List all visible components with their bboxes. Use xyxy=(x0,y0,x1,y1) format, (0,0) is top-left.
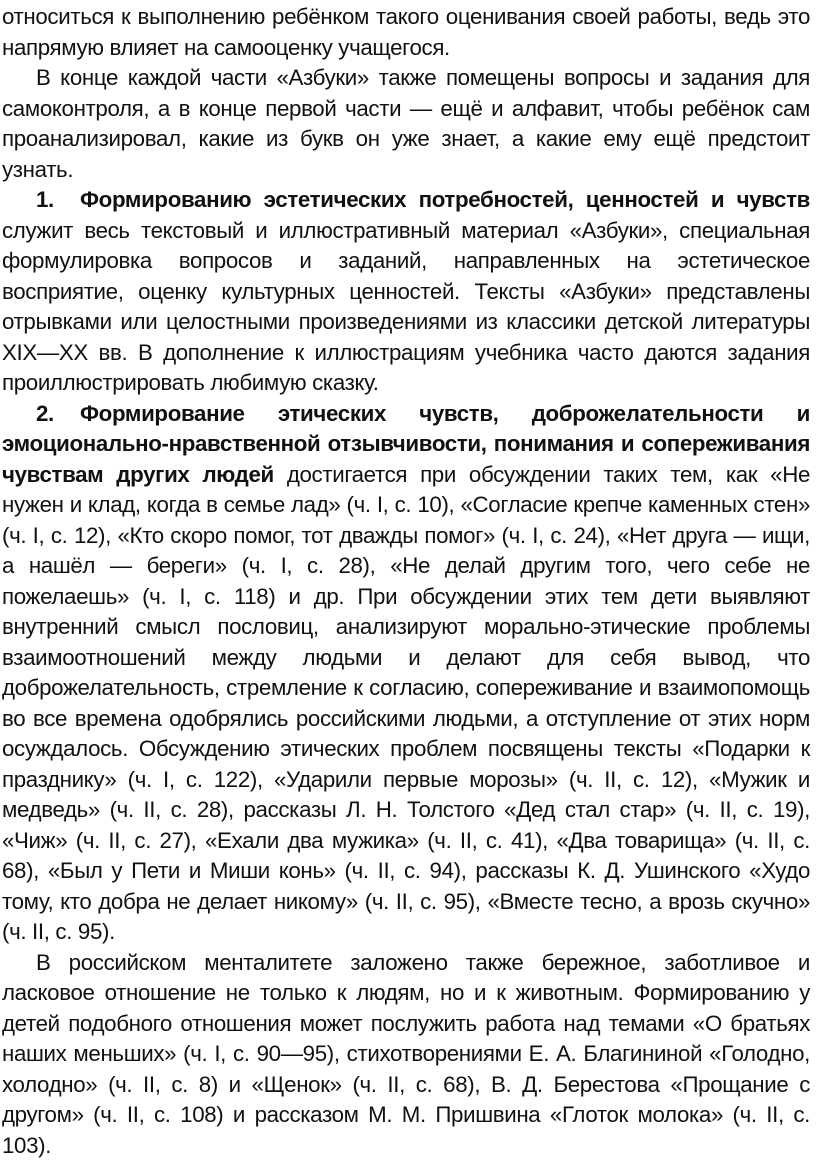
paragraph-body-ethical: достигается при обсуждении таких тем, как «Не нужен и клад, когда в семье лад» (ч. I, с. 10), «Согласие крепче каменных стен» (ч. I, с. 12), «Кто скоро помог, тот дважды помог» (ч. I, с. 24), «Нет друга — ищи, а нашёл — береги» (ч. I, с. 28), «Не делай другим того, чего себе не пожелаешь» (ч. I, с. 118) и др. При обсуждении этих тем дети выявляют внутренний смысл пословиц, анализируют морально-этические проблемы взаимоотношений между людьми и делают для себя вывод, что доброжелательность, стремление к согласию, сопереживание и взаимопомощь во все времена одобрялись российскими людьми, а отступление от этих норм осуждалось. Обсуждению этических проблем посвящены тексты «Подарки к празднику» (ч. I, с. 122), «Ударили первые морозы» (ч. II, с. 12), «Мужик и медведь» (ч. II, с. 28), рассказы Л. Н. Толстого «Дед стал стар» (ч. II, с. 19), «Чиж» (ч. II, с. 27), «Ехали два мужика» (ч. II, с. 41), «Два товарища» (ч. II, с. 68), «Был у Пети и Миши конь» (ч. II, с. 94), рассказы К. Д. Ушинского «Худо тому, кто добра не делает никому» (ч. II, с. 95), «Вместе тесно, а врозь скучно» (ч. II, с. 95). xyxy=(2,461,810,944)
paragraph-ethical-feelings xyxy=(2,399,810,948)
paragraph-continuation: относиться к выполнению ребёнком такого оценивания своей работы, ведь это напрямую влияет на самооценку учащегося. xyxy=(2,4,810,60)
paragraph-self-control: В конце каждой части «Азбуки» также помещены вопросы и задания для самоконтроля, а в конце первой части — ещё и алфавит, чтобы ребёнок сам проанализировал, какие из букв он уже знает, а какие ему ещё предстоит узнать. xyxy=(2,65,810,182)
list-number-2: 2. xyxy=(36,400,54,426)
paragraph-animals: В российском менталитете заложено также бережное, заботливое и ласковое отношение не только к людям, но и к животным. Формированию у детей подобного отношения может послужить работа над темами «О братьях наших меньших» (ч. I, с. 90—95), стихотворениями Е. А. Благининой «Голодно, холодно» (ч. II, с. 8) и «Щенок» (ч. II, с. 68), В. Д. Берестова «Прощание с другом» (ч. II, с. 108) и рассказом М. М. Пришвина «Глоток молока» (ч. II, с. 103). xyxy=(2,949,810,1158)
list-number-1: 1. xyxy=(36,187,54,212)
paragraph-aesthetic-needs xyxy=(2,185,810,399)
paragraph-body-aesthetic: служит весь текстовый и иллюстративный материал «Азбуки», специальная формулировка вопросов и заданий, направленных на эстетическое восприятие, оценку культурных ценностей. Тексты «Азбуки» представлены отрывками или целостными произведениями из классики детской литературы XIX—XX вв. В дополнение к иллюстрациям учебника часто даются задания проиллюстрировать любимую сказку. xyxy=(2,217,810,395)
paragraph-heading-aesthetic: Формированию эстетических потребностей, ценностей и чувств xyxy=(80,187,810,212)
paragraph-heading-ethical: Формирование этических чувств, доброжелательности и эмоционально-нравственной отзывчивости, понимания и сопереживания чувствам других людей xyxy=(2,400,810,487)
